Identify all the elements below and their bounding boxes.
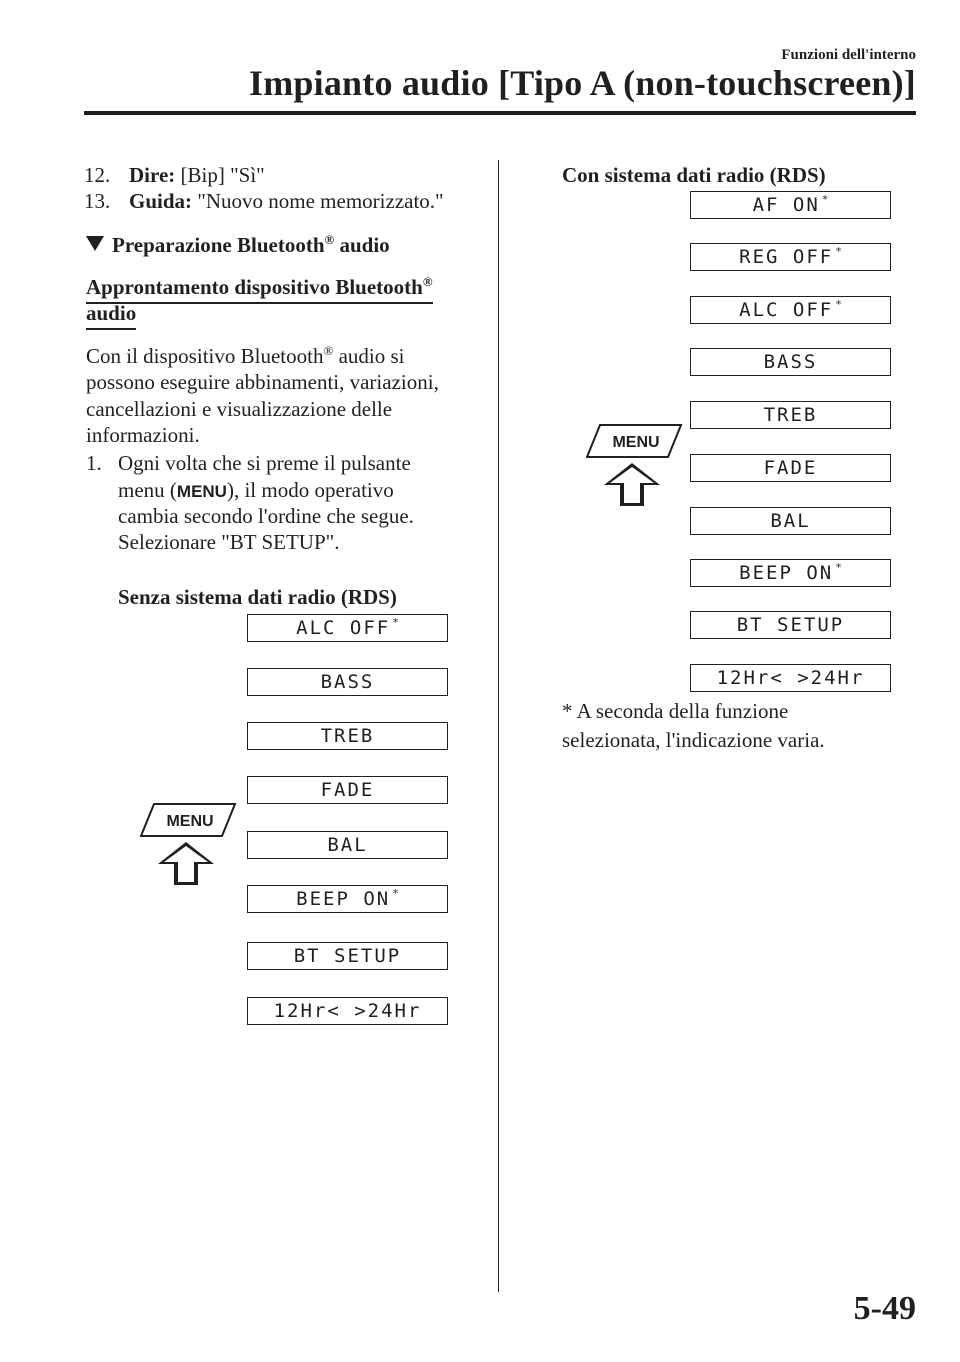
step-13 (84, 188, 444, 214)
without-rds-title: Senza sistema dati radio (RDS) (118, 585, 397, 609)
registered-mark: ® (422, 274, 433, 289)
lcd-bt-setup (690, 611, 891, 639)
intro-text-b: audio si (333, 344, 405, 368)
bt-heading-text: Preparazione Bluetooth (112, 233, 325, 257)
lcd-text: BT SETUP (736, 614, 845, 636)
footnote-mark: * (835, 298, 842, 311)
footnote-mark: * (821, 193, 829, 206)
step-13-number: 13. (84, 189, 111, 213)
step-1-line-3: cambia secondo l'ordine che segue. (118, 504, 414, 528)
step-12-label: Dire: (129, 163, 176, 187)
lcd-bal (690, 507, 891, 535)
lcd-fade (247, 776, 448, 804)
lcd-text: BAL (327, 834, 368, 856)
lcd-bal (247, 831, 448, 859)
lcd-bass (247, 668, 448, 696)
page-number: 5-49 (853, 1290, 916, 1327)
lcd-bt-setup (247, 942, 448, 970)
bt-subheading-text: Approntamento dispositivo Bluetooth (86, 275, 423, 299)
lcd-text: TREB (763, 404, 818, 426)
lcd-beep-on (247, 885, 448, 913)
lcd-text: BT SETUP (293, 945, 402, 967)
step-1-number: 1. (86, 451, 102, 475)
lcd-fade (690, 454, 891, 482)
lcd-text: FADE (763, 457, 818, 479)
step-12 (84, 162, 265, 188)
menu-button-arrow-right (586, 421, 684, 511)
footnote-mark: * (392, 887, 399, 900)
lcd-text: ALC OFF (739, 299, 834, 321)
intro-line-4: informazioni. (86, 423, 200, 447)
footnote-line-2: selezionata, l'indicazione varia. (562, 728, 825, 752)
bt-heading-tail: audio (334, 233, 390, 257)
menu-button-arrow-left (140, 800, 238, 890)
step-1-text: Ogni volta che si preme il pulsante (118, 451, 411, 475)
menu-button-glyph: MENU (176, 482, 227, 501)
header-rule (84, 111, 916, 115)
lcd-treb (247, 722, 448, 750)
lcd-12-24-hr (690, 664, 891, 692)
triangle-bullet-icon (86, 236, 104, 251)
menu-key-label: MENU (166, 813, 214, 830)
footnote-mark: * (835, 245, 842, 258)
lcd-text: 12Hr< >24Hr (716, 667, 865, 689)
footnote-line-1: * A seconda della funzione (562, 699, 789, 723)
intro-text-a: Con il dispositivo Bluetooth (86, 344, 324, 368)
section-title: Funzioni dell'interno (781, 47, 916, 63)
lcd-text: BASS (320, 671, 375, 693)
lcd-text: 12Hr< >24Hr (273, 1000, 422, 1022)
lcd-text: BAL (770, 510, 811, 532)
lcd-beep-on (690, 559, 891, 587)
registered-mark: ® (323, 343, 334, 358)
lcd-bass (690, 348, 891, 376)
step-13-text: "Nuovo nome memorizzato." (197, 189, 444, 213)
menu-key-label: MENU (612, 434, 660, 451)
lcd-text: BEEP ON (739, 562, 834, 584)
footnote-mark: * (392, 616, 399, 629)
lcd-12-24-hr (247, 997, 448, 1025)
lcd-alc-off (247, 614, 448, 642)
lcd-text: BEEP ON (296, 888, 391, 910)
intro-line-3: cancellazioni e visualizzazione delle (86, 397, 393, 421)
step-1-line-4: Selezionare "BT SETUP". (118, 530, 340, 554)
lcd-text: REG OFF (739, 246, 834, 268)
step-1-line-1 (86, 450, 411, 476)
lcd-text: AF ON (752, 194, 820, 216)
bt-section-heading (86, 232, 390, 258)
lcd-treb (690, 401, 891, 429)
bt-subheading-audio: audio (86, 300, 136, 330)
step-12-text: [Bip] "Sì" (180, 163, 265, 187)
footnote-mark: * (835, 561, 842, 574)
lcd-text: BASS (763, 351, 818, 373)
step-1-line-2 (118, 477, 394, 505)
step-1-text-b: ), il modo operativo (226, 478, 394, 502)
chapter-title: Impianto audio [Tipo A (non-touchscreen)] (249, 63, 916, 103)
bt-subheading-line1 (86, 274, 433, 304)
registered-mark: ® (324, 232, 335, 247)
lcd-text: ALC OFF (296, 617, 391, 639)
lcd-text: TREB (320, 725, 375, 747)
step-12-number: 12. (84, 163, 111, 187)
lcd-af-on (690, 191, 891, 219)
step-13-label: Guida: (129, 189, 193, 213)
lcd-alc-off (690, 296, 891, 324)
intro-line-1 (86, 343, 405, 369)
lcd-reg-off (690, 243, 891, 271)
bt-subheading-line2 (86, 300, 136, 330)
with-rds-title: Con sistema dati radio (RDS) (562, 163, 826, 187)
step-1-text-a: menu ( (118, 478, 177, 502)
intro-line-2: possono eseguire abbinamenti, variazioni, (86, 370, 439, 394)
column-divider (498, 160, 499, 1292)
lcd-text: FADE (320, 779, 375, 801)
